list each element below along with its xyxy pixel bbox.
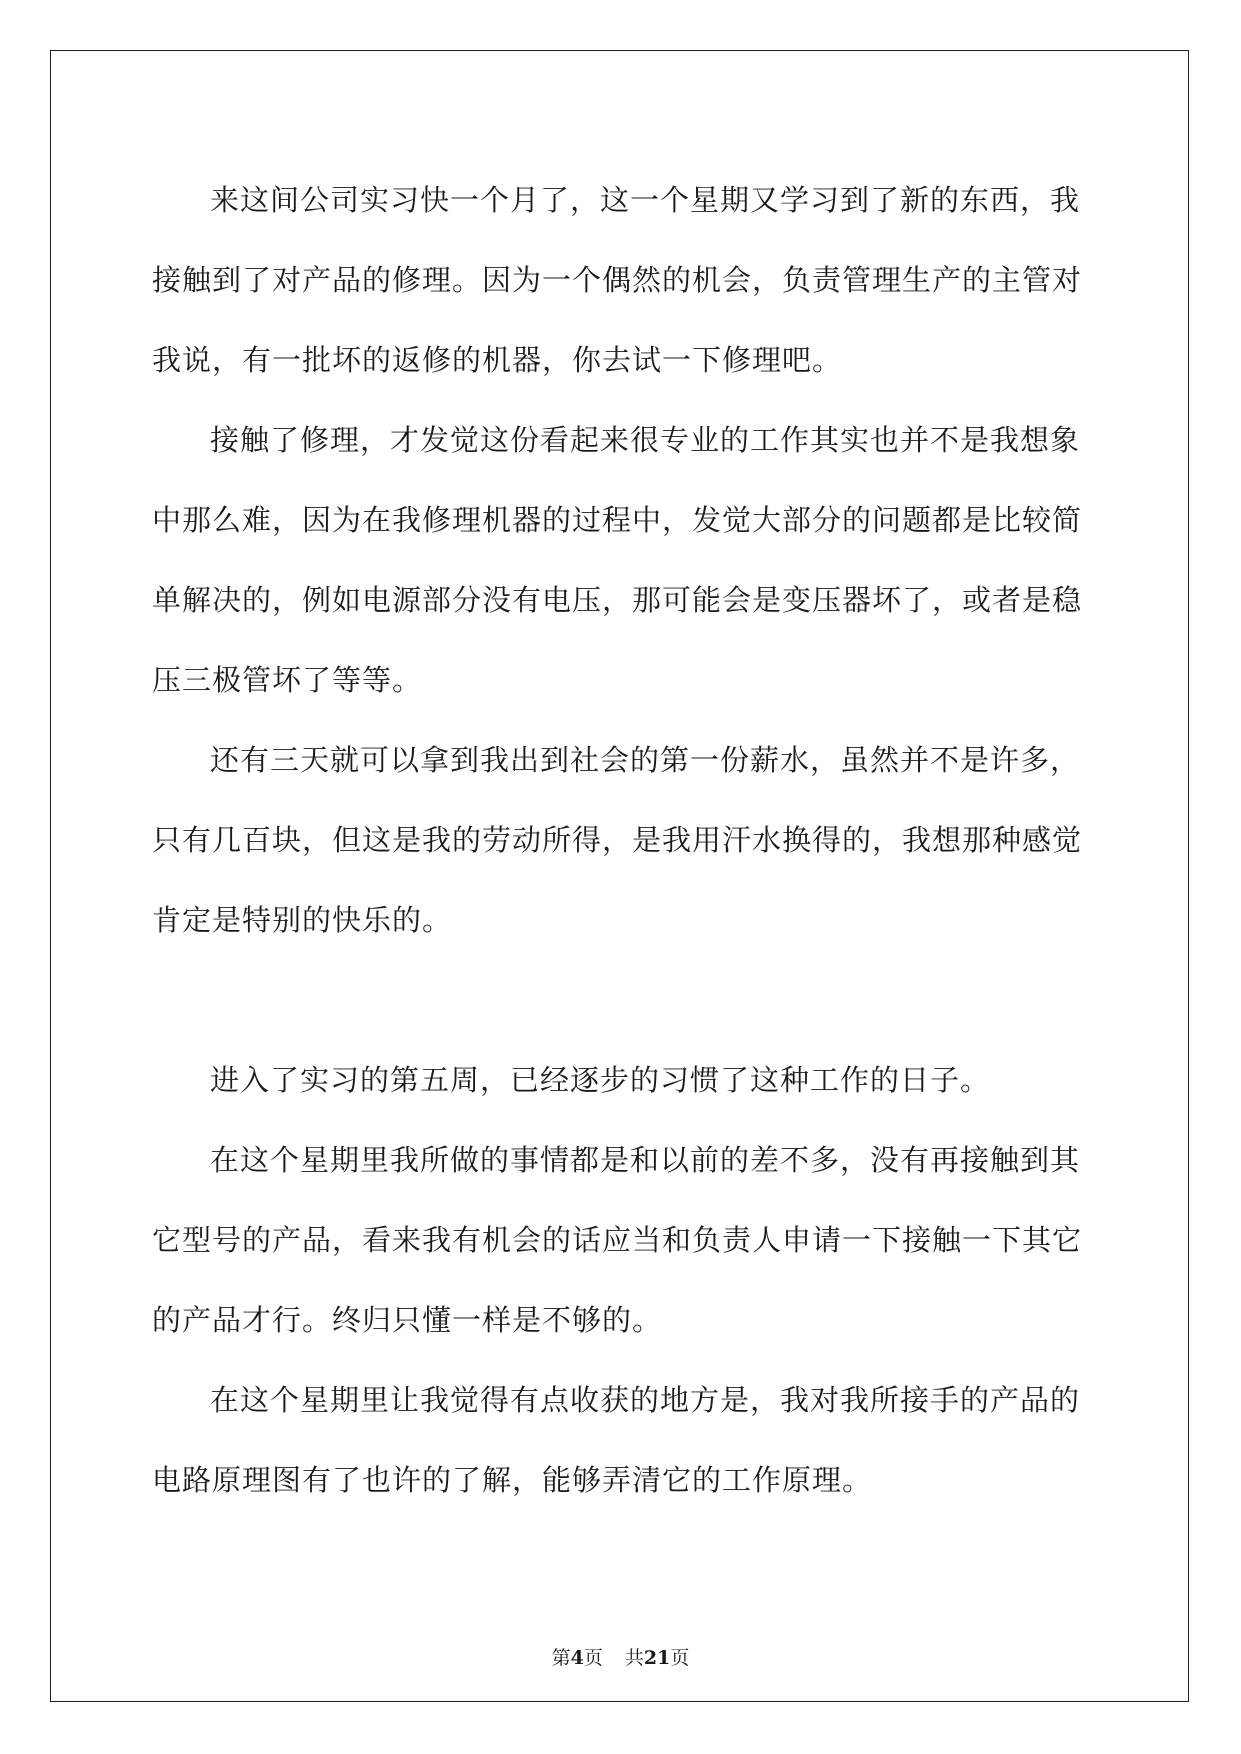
document-body xyxy=(152,160,1092,1520)
section-gap xyxy=(152,960,1092,1040)
paragraph-3: 还有三天就可以拿到我出到社会的第一份薪水，虽然并不是许多，只有几百块，但这是我的劳动所得，是我用汗水换得的，我想那种感觉肯定是特别的快乐的。 xyxy=(152,743,1083,937)
page-suffix: 页 xyxy=(583,1647,603,1669)
total-pages-number: 21 xyxy=(643,1647,671,1669)
current-page-number: 4 xyxy=(570,1647,584,1669)
paragraph-2: 接触了修理，才发觉这份看起来很专业的工作其实也并不是我想象中那么难，因为在我修理机器的过程中，发觉大部分的问题都是比较简单解决的，例如电源部分没有电压，那可能会是变压器坏了，或者是稳压三极管坏了等等。 xyxy=(152,423,1083,697)
total-suffix: 页 xyxy=(670,1647,690,1669)
paragraph-1: 来这间公司实习快一个月了，这一个星期又学习到了新的东西，我接触到了对产品的修理。因为一个偶然的机会，负责管理生产的主管对我说，有一批坏的返修的机器，你去试一下修理吧。 xyxy=(152,183,1083,377)
paragraph-5: 在这个星期里我所做的事情都是和以前的差不多，没有再接触到其它型号的产品，看来我有机会的话应当和负责人申请一下接触一下其它的产品才行。终归只懂一样是不够的。 xyxy=(152,1143,1083,1337)
total-prefix: 共 xyxy=(624,1647,644,1669)
paragraph-4: 进入了实习的第五周，已经逐步的习惯了这种工作的日子。 xyxy=(210,1063,991,1097)
paragraph-6: 在这个星期里让我觉得有点收获的地方是，我对我所接手的产品的电路原理图有了也许的了解，能够弄清它的工作原理。 xyxy=(152,1383,1081,1497)
page-footer xyxy=(0,1643,1241,1670)
page-prefix: 第 xyxy=(551,1647,571,1669)
